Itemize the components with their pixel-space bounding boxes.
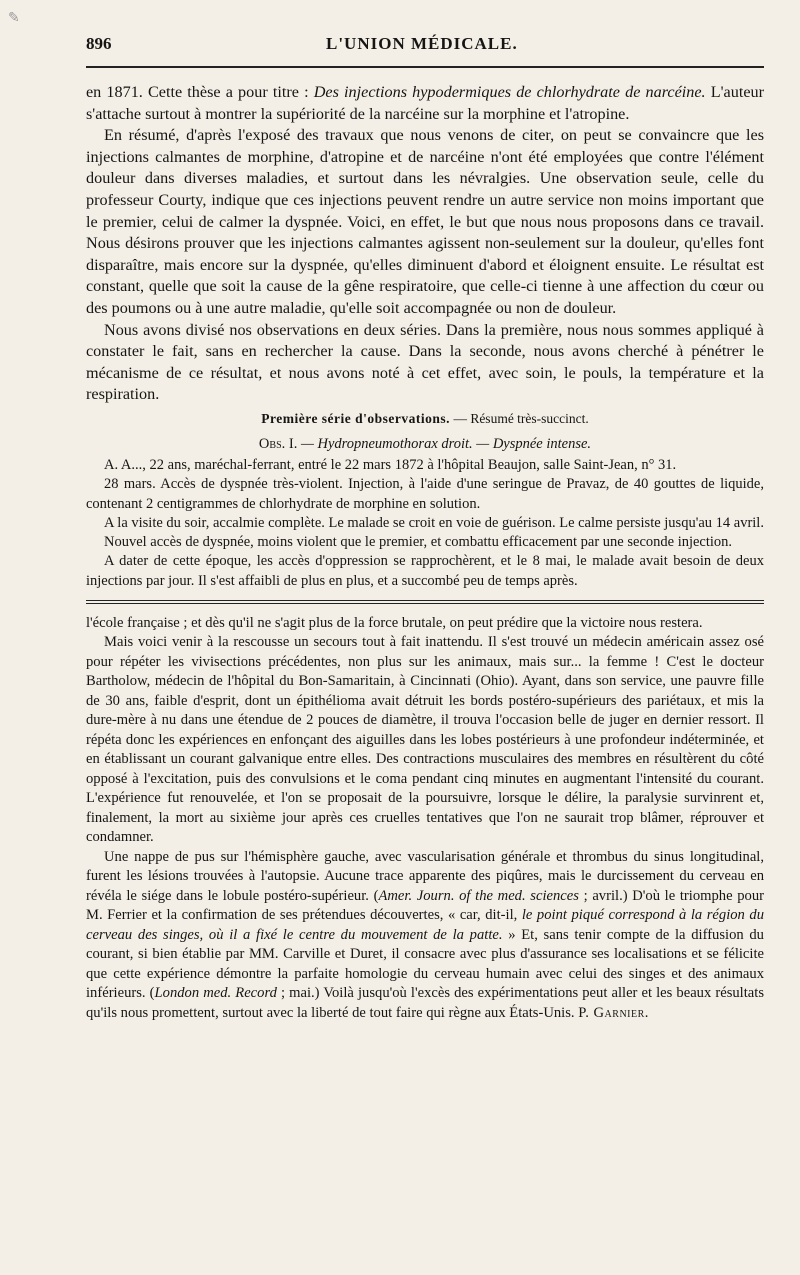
case-paragraph-1: A. A..., 22 ans, maréchal-ferrant, entré le 22 mars 1872 à l'hôpital Beaujon, salle Saint-Jean, n° 31. bbox=[104, 456, 677, 473]
text-run: Une nappe de pus sur l'hémisphère gauche, avec vascularisation générale et thrombus du sinus longitudinal, furent les lésions trouvées à l'autopsie. Aucune trace apparente des piqûres, mais le durcissement du cerveau en révéla le siége dans le lobule postéro-supérieur. ( bbox=[86, 848, 764, 904]
case-report bbox=[86, 456, 764, 591]
observation-title: — Hydropneumothorax droit. — Dyspnée intense. bbox=[297, 435, 592, 452]
upper-article bbox=[86, 82, 764, 406]
case-paragraph-5: A dater de cette époque, les accès d'oppression se rapprochèrent, et le 8 mai, le malade avait besoin de deux injections par jour. Il s'est affaibli de plus en plus, et a succombé peu de temps après. bbox=[86, 553, 764, 589]
text-run: » Et, sans tenir compte de la diffusion du courant, si bien établie par MM. Carville et Duret, il consacre avec plus d'assurance ses localisations et se félicite que cette expérience démontre la parfaite homologie du cerveau humain avec celui des singes et des animaux inférieurs. ( bbox=[86, 926, 764, 1002]
series-heading bbox=[86, 408, 764, 430]
observation-label: Obs. I. bbox=[258, 435, 298, 452]
lower-article bbox=[86, 614, 764, 1024]
case-paragraph-2: 28 mars. Accès de dyspnée très-violent. Injection, à l'aide d'une seringue de Pravaz, de 40 gouttes de liquide, contenant 2 centigrammes de chlorhydrate de morphine en solution. bbox=[86, 476, 764, 512]
upper-paragraph-1 bbox=[86, 82, 764, 125]
lower-paragraph-3 bbox=[86, 848, 764, 1024]
page-header bbox=[86, 34, 764, 64]
lower-paragraph-1: l'école française ; et dès qu'il ne s'agit plus de la force brutale, on peut prédire que la victoire nous restera. bbox=[86, 614, 703, 631]
scan-edge-mark: ✎ bbox=[8, 10, 20, 26]
header-rule bbox=[86, 66, 764, 68]
case-paragraph-3: A la visite du soir, accalmie complète. Le malade se croit en voie de guérison. Le calme persiste jusqu'au 14 avril. bbox=[104, 514, 764, 531]
text-run: ; mai.) Voilà jusqu'où l'excès des expérimentations peut aller et les beaux résultats qu'ils nous promettent, surtout avec la liberté de tout faire qui règne aux États-Unis. bbox=[86, 985, 765, 1021]
upper-paragraph-3: Nous avons divisé nos observations en deux séries. Dans la première, nous nous sommes appliqué à constater le fait, sans en rechercher la cause. Dans la seconde, nous avons cherché à pénétrer le mécanisme de ce résultat, et nous avons noté à cet effet, avec soin, le pouls, la température et la respiration. bbox=[86, 320, 764, 404]
case-paragraph-4: Nouvel accès de dyspnée, moins violent que le premier, et combattu efficacement par une seconde injection. bbox=[104, 534, 733, 551]
page-number: 896 bbox=[86, 34, 112, 53]
text-run: L'auteur s'attache surtout à montrer la supériorité de la narcéine sur la morphine et l'atropine. bbox=[86, 83, 765, 123]
lower-paragraph-2: Mais voici venir à la rescousse un secours tout à fait inattendu. Il s'est trouvé un médecin américain assez osé pour répéter les vivisections précédentes, non plus sur les animaux, mais sur... la femme ! C'est le docteur Bartholow, médecin de l'hôpital du Bon-Samaritain, à Cincinnati (Ohio). Ayant, dans son service, une pauvre fille de 30 ans, faible d'esprit, dont un épithélioma avait détruit les bords postéro-supérieurs des pariétaux, et mis la dure-mère à nu dans une étendue de 2 pouces de diamètre, il trouva l'occasion belle de juger en dernier ressort. Il répéta donc les expériences en enfonçant des aiguilles dans les lobes postérieurs à une profondeur indéterminée, et en établissant un courant galvanique entre elles. Des contractions musculaires des membres en résultèrent du côté opposé à l'excitation, puis des convulsions et le coma pendant cinq minutes en augmentant l'intensité du courant. L'expérience fut renouvelée, et l'on se proposait de la poursuivre, lorsque le délire, la paralysie survinrent et, finalement, la mort au sixième jour après ces cruelles tentatives que l'on ne saurait trop blâmer, réprouver et condamner. bbox=[86, 634, 764, 846]
series-heading-rest: — Résumé très-succinct. bbox=[450, 410, 589, 426]
text-run: ; avril.) D'où le triomphe pour M. Ferrier et la confirmation de ses prétendues découvertes, « car, dit-il, bbox=[86, 887, 764, 924]
journal-citation: Amer. Journ. of the med. sciences bbox=[378, 887, 579, 904]
quoted-passage: le point piqué correspond à la région du cerveau des singes, où il a fixé le centre du mouvement de la patte. bbox=[86, 907, 764, 943]
upper-paragraph-2: En résumé, d'après l'exposé des travaux que nous venons de citer, on peut se convaincre que les injections calmantes de morphine, d'atropine et de narcéine n'ont été employées que contre l'élément douleur dans diverses maladies, et surtout dans les névralgies. Une observation seule, celle du professeur Courty, indique que ces injections peuvent rendre un autre service non moins important que le premier, celui de calmer la dyspnée. Voici, en effet, le but que nous nous proposons dans ce travail. Nous désirons prouver que les injections calmantes agissent non-seulement sur la douleur, qu'elles font disparaître, mais encore sur la dyspnée, qu'elles diminuent d'abord et éloignent ensuite. Le résultat est constant, quelle que soit la cause de la gêne respiratoire, que celle-ci tienne à une affection du cœur ou des poumons ou à une autre maladie, qu'elle soit accompagnée ou non de douleur. bbox=[86, 126, 764, 317]
section-divider bbox=[86, 600, 764, 604]
text-run: en 1871. Cette thèse a pour titre : bbox=[86, 83, 314, 101]
observation-heading bbox=[86, 432, 764, 456]
journal-citation: London med. Record bbox=[154, 985, 277, 1002]
running-head: L'UNION MÉDICALE. bbox=[326, 34, 518, 53]
author-signature: P. Garnier. bbox=[578, 1004, 649, 1021]
thesis-title: Des injections hypodermiques de chlorhydrate de narcéine. bbox=[313, 83, 706, 101]
series-heading-bold: Première série d'observations. bbox=[261, 410, 451, 426]
